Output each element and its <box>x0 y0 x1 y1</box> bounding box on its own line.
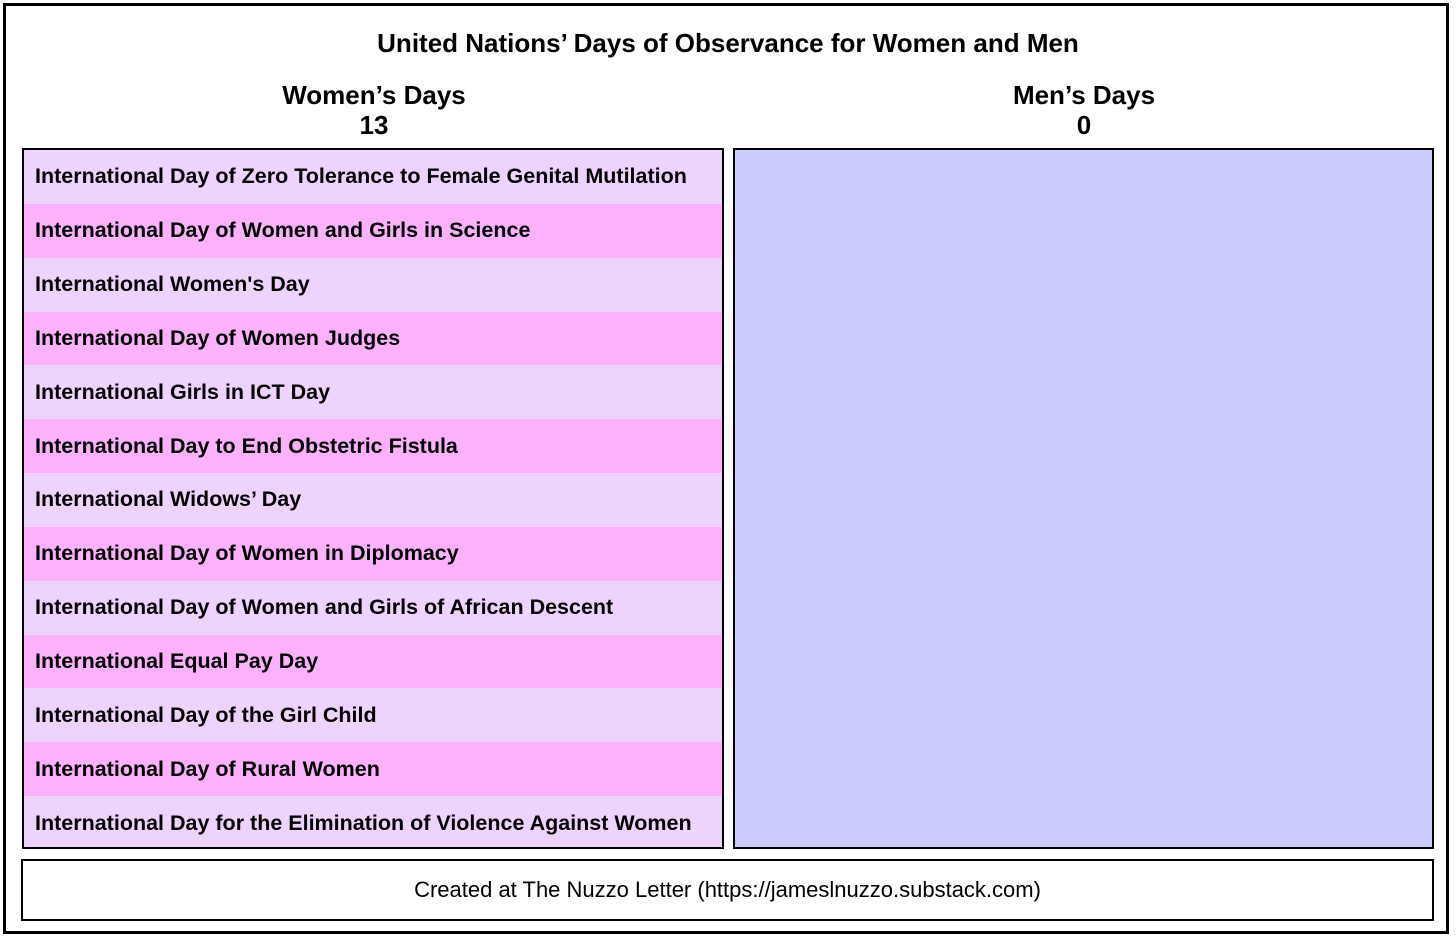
women-day-item: International Day of Rural Women <box>24 742 722 796</box>
women-column-header <box>24 80 724 140</box>
women-day-count: 13 <box>359 110 389 140</box>
women-day-item: International Day of Women and Girls of African Descent <box>24 581 722 635</box>
women-days-list <box>24 150 722 849</box>
women-day-item: International Day for the Elimination of Violence Against Women <box>24 796 722 849</box>
women-column-title: Women’s Days <box>282 80 466 110</box>
women-day-item: International Widows’ Day <box>24 473 722 527</box>
women-day-item: International Day of Zero Tolerance to Female Genital Mutilation <box>24 150 722 204</box>
men-days-panel <box>733 148 1434 849</box>
women-day-item: International Equal Pay Day <box>24 635 722 689</box>
women-day-item: International Day to End Obstetric Fistula <box>24 419 722 473</box>
women-day-item: International Day of Women in Diplomacy <box>24 527 722 581</box>
men-column-header <box>735 80 1433 140</box>
men-day-count: 0 <box>1076 110 1092 140</box>
men-column-title: Men’s Days <box>1012 80 1156 110</box>
footer-credit: Created at The Nuzzo Letter (https://jameslnuzzo.substack.com) <box>21 859 1434 921</box>
women-days-panel <box>22 148 724 849</box>
women-day-item: International Day of Women and Girls in Science <box>24 204 722 258</box>
women-day-item: International Day of the Girl Child <box>24 688 722 742</box>
women-day-item: International Girls in ICT Day <box>24 365 722 419</box>
chart-title: United Nations’ Days of Observance for Women and Men <box>377 28 1079 58</box>
women-day-item: International Women's Day <box>24 258 722 312</box>
women-day-item: International Day of Women Judges <box>24 312 722 366</box>
